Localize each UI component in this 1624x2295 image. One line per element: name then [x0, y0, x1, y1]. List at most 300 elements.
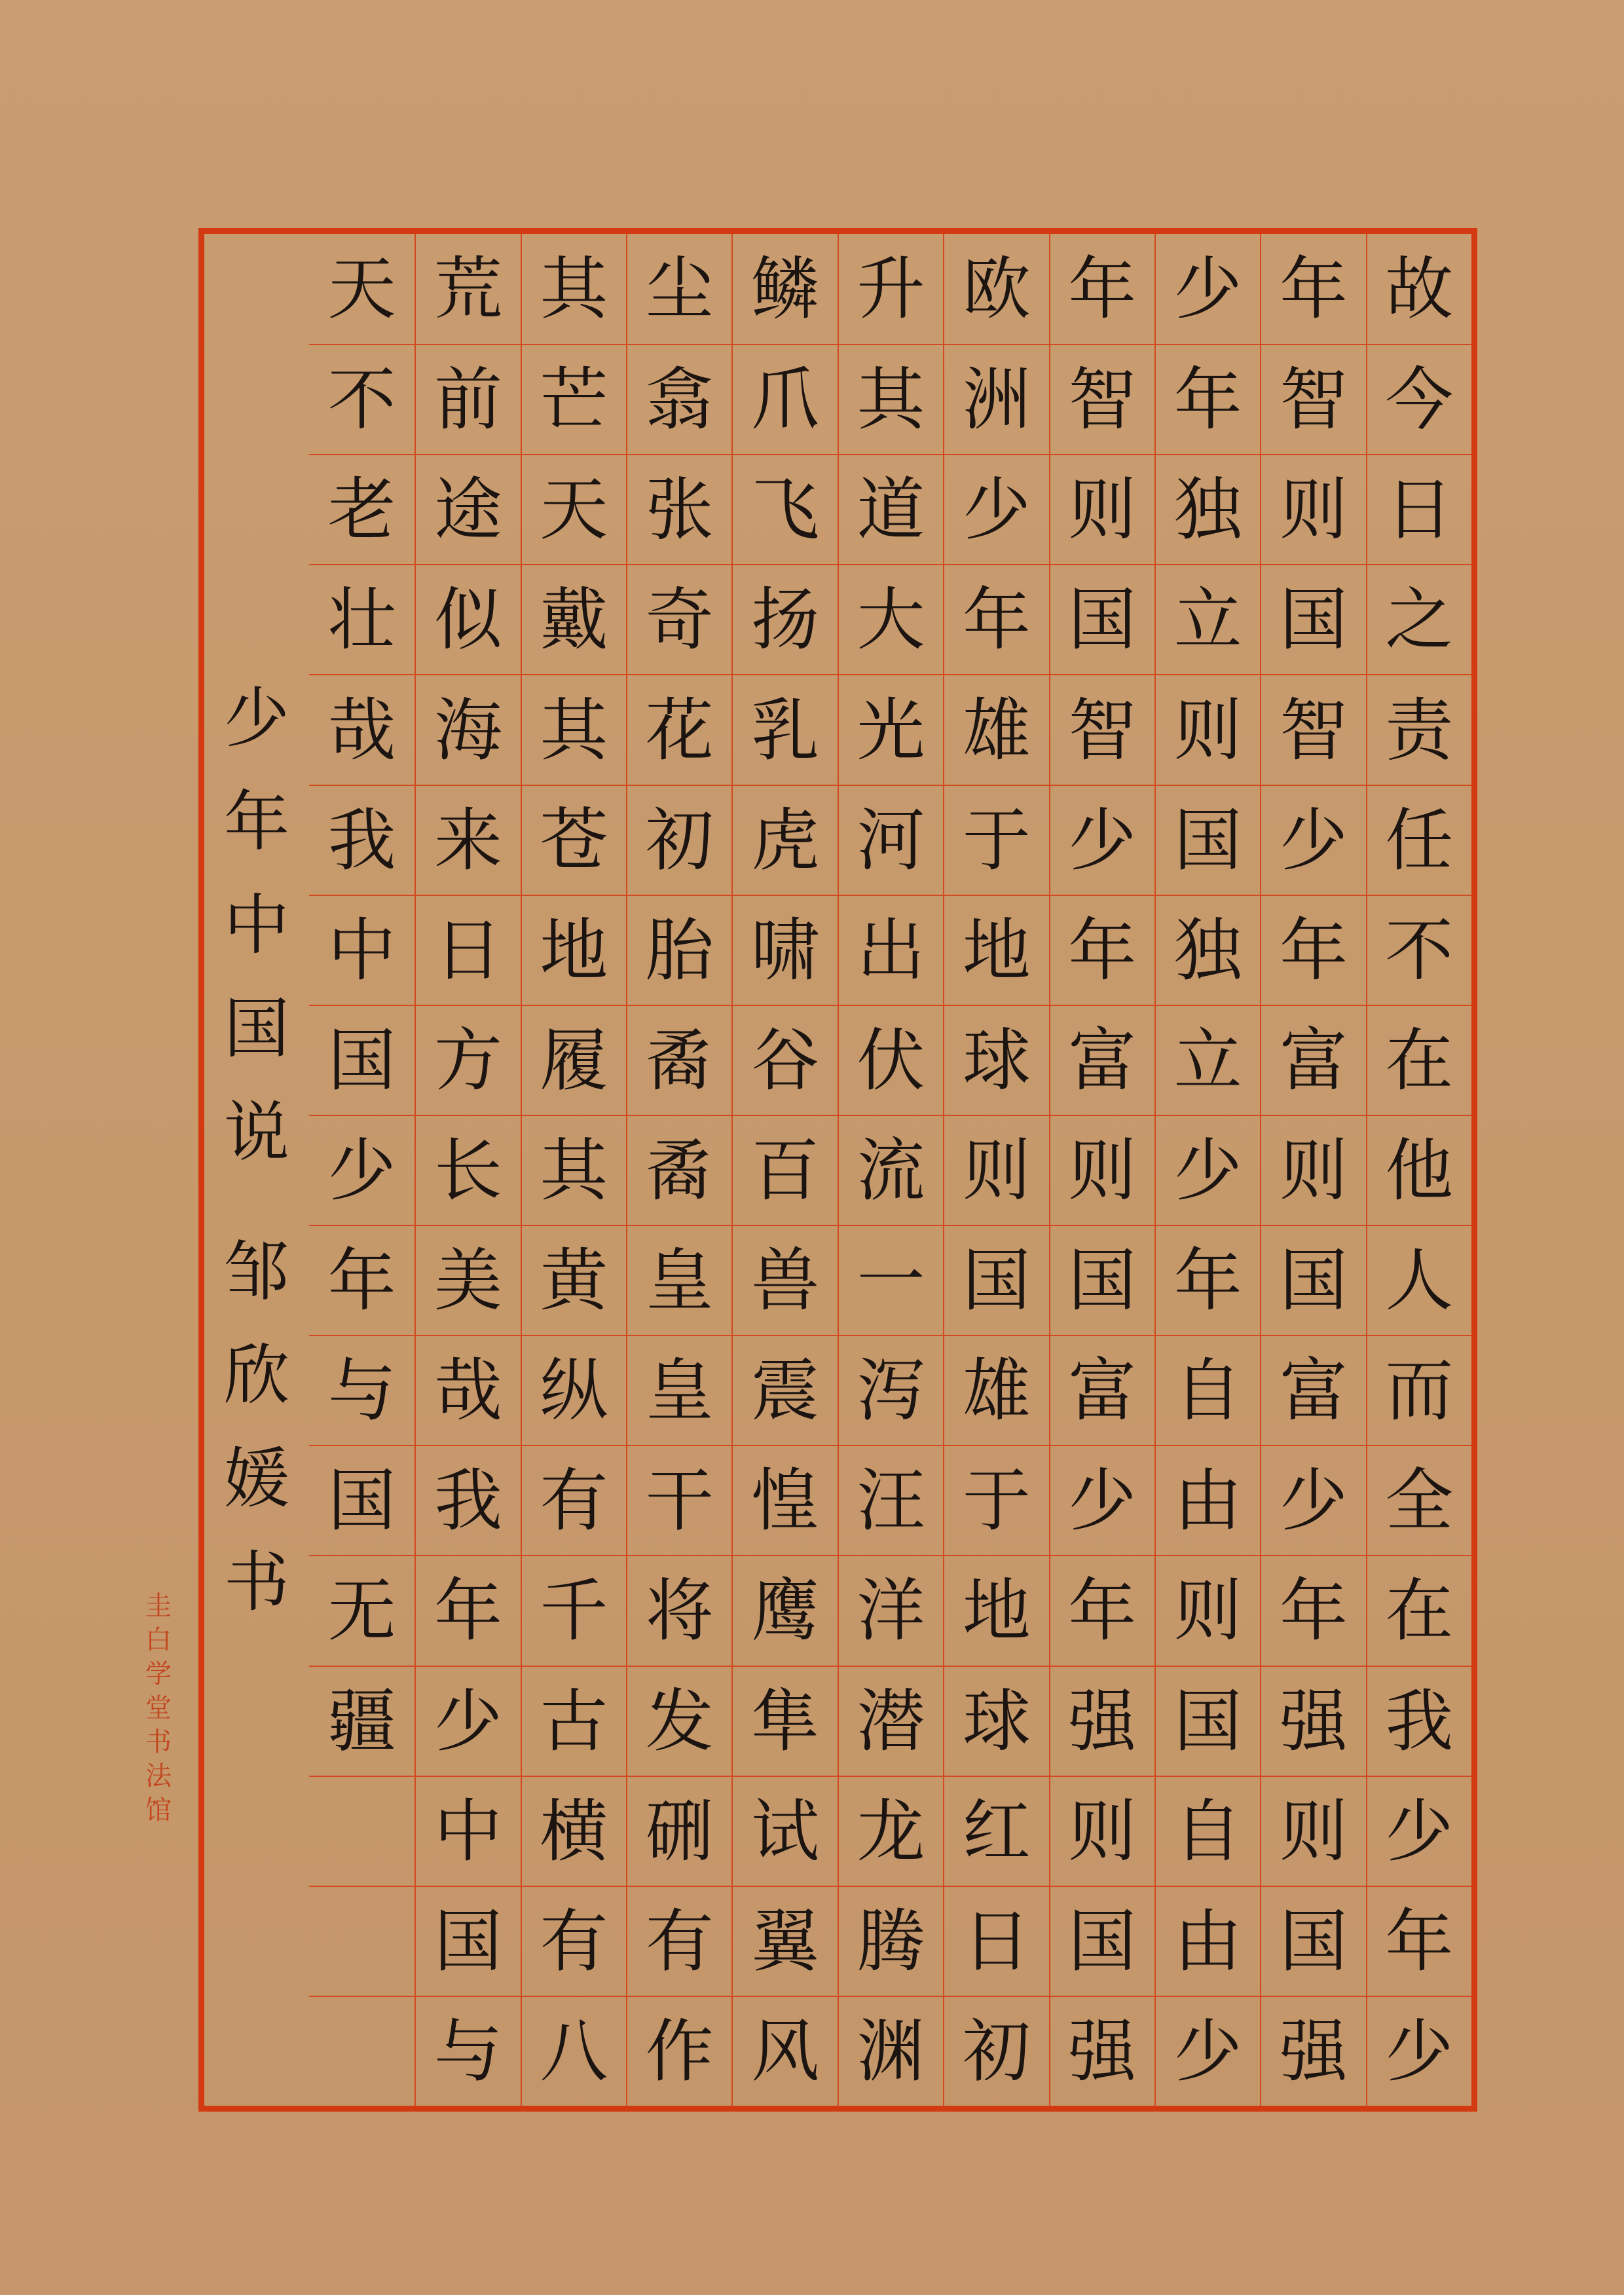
grid-cell	[944, 1776, 1048, 1886]
grid-cell	[1156, 674, 1260, 784]
signature-character: 国	[224, 990, 289, 1067]
character: 洲	[962, 360, 1031, 440]
character: 年	[1385, 1901, 1454, 1981]
grid-cell	[627, 1776, 731, 1886]
character: 责	[1385, 690, 1454, 770]
grid-cell	[416, 1115, 520, 1225]
grid-cell	[1050, 344, 1154, 454]
grid-cell	[416, 454, 520, 564]
grid-cell	[839, 674, 943, 784]
character: 伏	[857, 1020, 925, 1100]
seal-character: 白	[145, 1625, 172, 1655]
grid-cell	[1156, 1555, 1260, 1665]
character: 其	[540, 249, 608, 329]
character: 百	[751, 1130, 820, 1210]
grid-cell	[733, 895, 837, 1005]
grid-cell	[733, 1005, 837, 1115]
character: 地	[962, 910, 1031, 990]
character: 出	[857, 910, 925, 990]
character: 爪	[751, 360, 820, 440]
character: 日	[962, 1901, 1031, 1981]
character: 球	[962, 1020, 1031, 1100]
grid-cell	[1261, 234, 1365, 344]
grid-cell	[1367, 1666, 1471, 1776]
character: 奇	[645, 580, 714, 660]
grid-cell	[839, 1445, 943, 1555]
grid-cell	[944, 785, 1048, 895]
grid-cell	[944, 344, 1048, 454]
grid-cell	[733, 1225, 837, 1335]
text-column	[309, 234, 415, 2106]
character: 强	[1068, 1681, 1137, 1761]
character: 泻	[857, 1351, 925, 1431]
grid-cell	[1156, 1996, 1260, 2106]
grid-cell	[1261, 1445, 1365, 1555]
character: 少	[1173, 249, 1242, 329]
character: 我	[1385, 1681, 1454, 1761]
character: 则	[962, 1130, 1031, 1210]
grid-cell	[309, 344, 415, 454]
character: 与	[434, 2011, 503, 2091]
character: 则	[1068, 1791, 1137, 1871]
character: 皇	[645, 1241, 714, 1321]
grid-cell	[309, 564, 415, 674]
grid-cell	[1367, 895, 1471, 1005]
grid-cell	[416, 344, 520, 454]
grid-cell	[627, 1005, 731, 1115]
grid-cell	[1261, 1666, 1365, 1776]
grid-cell	[1156, 1335, 1260, 1445]
grid-cell	[1261, 1996, 1365, 2106]
grid-cell	[944, 895, 1048, 1005]
grid-cell	[1050, 1115, 1154, 1225]
grid-cell	[1367, 674, 1471, 784]
character: 鹰	[751, 1571, 820, 1651]
grid-cell	[627, 895, 731, 1005]
grid-cell	[309, 1445, 415, 1555]
seal-character: 圭	[145, 1591, 172, 1621]
grid-cell	[1156, 1666, 1260, 1776]
character: 履	[540, 1020, 608, 1100]
character: 似	[434, 580, 503, 660]
character: 于	[962, 1461, 1031, 1541]
grid-cell	[627, 674, 731, 784]
grid-cell	[309, 785, 415, 895]
grid-cell	[839, 454, 943, 564]
grid-cell	[1367, 1886, 1471, 1996]
grid-cell	[309, 1555, 415, 1665]
seal-character: 书	[145, 1727, 172, 1757]
character: 富	[1279, 1351, 1348, 1431]
signature-character: 欣	[224, 1337, 289, 1414]
character: 扬	[751, 580, 820, 660]
grid-cell	[944, 564, 1048, 674]
character: 在	[1385, 1020, 1454, 1100]
text-column	[521, 234, 626, 2106]
grid-cell	[1050, 454, 1154, 564]
character: 一	[857, 1241, 925, 1321]
character: 哉	[434, 1351, 503, 1431]
character: 皇	[645, 1351, 714, 1431]
character: 智	[1279, 690, 1348, 770]
character: 胎	[645, 910, 714, 990]
character: 大	[857, 580, 925, 660]
grid-cell	[839, 1115, 943, 1225]
grid-cell	[309, 1886, 415, 1996]
character: 少	[1173, 2011, 1242, 2091]
grid-cell	[1050, 1666, 1154, 1776]
character: 日	[434, 910, 503, 990]
character: 八	[540, 2011, 608, 2091]
grid-cell	[1156, 1886, 1260, 1996]
character: 硎	[645, 1791, 714, 1871]
grid-cell	[522, 1996, 626, 2106]
grid-cell	[1050, 674, 1154, 784]
character: 长	[434, 1130, 503, 1210]
character: 飞	[751, 470, 820, 550]
text-column	[731, 234, 837, 2106]
grid-cell	[309, 674, 415, 784]
signature-character: 中	[224, 887, 289, 963]
character: 国	[327, 1461, 396, 1541]
writing-grid	[309, 234, 1471, 2106]
character: 国	[962, 1241, 1031, 1321]
signature-character: 说	[224, 1094, 289, 1170]
character: 荒	[434, 249, 503, 329]
character: 升	[857, 249, 925, 329]
character: 国	[1279, 580, 1348, 660]
grid-cell	[627, 564, 731, 674]
grid-cell	[733, 1776, 837, 1886]
grid-cell	[839, 1335, 943, 1445]
grid-cell	[1261, 1115, 1365, 1225]
seal-character: 馆	[145, 1795, 172, 1825]
character: 无	[327, 1571, 396, 1651]
character: 有	[645, 1901, 714, 1981]
grid-cell	[839, 344, 943, 454]
character: 流	[857, 1130, 925, 1210]
character: 独	[1173, 910, 1242, 990]
character: 惶	[751, 1461, 820, 1541]
grid-cell	[733, 1115, 837, 1225]
character: 有	[540, 1461, 608, 1541]
grid-cell	[627, 234, 731, 344]
character: 干	[645, 1461, 714, 1541]
grid-cell	[309, 1996, 415, 2106]
grid-cell	[944, 1005, 1048, 1115]
text-column	[1049, 234, 1154, 2106]
grid-cell	[1261, 344, 1365, 454]
character: 虎	[751, 800, 820, 880]
character: 兽	[751, 1241, 820, 1321]
grid-cell	[944, 1445, 1048, 1555]
grid-cell	[1367, 564, 1471, 674]
grid-cell	[1156, 1005, 1260, 1115]
character: 道	[857, 470, 925, 550]
grid-cell	[1261, 1335, 1365, 1445]
grid-cell	[1261, 564, 1365, 674]
character: 国	[434, 1901, 503, 1981]
character: 有	[540, 1901, 608, 1981]
grid-cell	[522, 1776, 626, 1886]
grid-cell	[522, 1666, 626, 1776]
character: 之	[1385, 580, 1454, 660]
character: 中	[434, 1791, 503, 1871]
character: 国	[1068, 1241, 1137, 1321]
grid-cell	[839, 1776, 943, 1886]
character: 矞	[645, 1020, 714, 1100]
grid-cell	[416, 1776, 520, 1886]
grid-cell	[522, 1886, 626, 1996]
character: 而	[1385, 1351, 1454, 1431]
grid-cell	[733, 1335, 837, 1445]
grid-cell	[944, 454, 1048, 564]
character: 不	[1385, 910, 1454, 990]
grid-cell	[522, 1115, 626, 1225]
character: 欧	[962, 249, 1031, 329]
grid-cell	[839, 895, 943, 1005]
character: 强	[1279, 1681, 1348, 1761]
grid-cell	[1050, 1005, 1154, 1115]
grid-cell	[522, 1555, 626, 1665]
grid-cell	[1050, 1445, 1154, 1555]
grid-cell	[522, 785, 626, 895]
grid-cell	[944, 1996, 1048, 2106]
grid-cell	[733, 1555, 837, 1665]
grid-cell	[627, 1225, 731, 1335]
character: 智	[1068, 690, 1137, 770]
character: 年	[1279, 1571, 1348, 1651]
grid-cell	[1050, 1555, 1154, 1665]
character: 故	[1385, 249, 1454, 329]
text-column	[1154, 234, 1260, 2106]
grid-cell	[416, 564, 520, 674]
character: 啸	[751, 910, 820, 990]
character: 全	[1385, 1461, 1454, 1541]
grid-cell	[733, 454, 837, 564]
grid-cell	[1156, 234, 1260, 344]
character: 年	[1068, 910, 1137, 990]
seal-character: 法	[145, 1761, 172, 1791]
character: 国	[1279, 1241, 1348, 1321]
grid-cell	[1156, 895, 1260, 1005]
grid-cell	[1367, 1555, 1471, 1665]
grid-cell	[733, 234, 837, 344]
character: 国	[1068, 1901, 1137, 1981]
grid-cell	[522, 1335, 626, 1445]
grid-cell	[627, 1335, 731, 1445]
grid-cell	[1156, 1776, 1260, 1886]
text-column	[1260, 234, 1365, 2106]
grid-cell	[522, 1445, 626, 1555]
grid-cell	[416, 1335, 520, 1445]
character: 日	[1385, 470, 1454, 550]
signature-panel	[204, 234, 309, 2106]
character: 年	[962, 580, 1031, 660]
signature-character: 书	[224, 1544, 289, 1621]
character: 疆	[327, 1681, 396, 1761]
grid-cell	[839, 785, 943, 895]
character: 年	[1068, 1571, 1137, 1651]
character: 腾	[857, 1901, 925, 1981]
character: 翼	[751, 1901, 820, 1981]
grid-cell	[839, 1225, 943, 1335]
grid-cell	[839, 1005, 943, 1115]
character: 鳞	[751, 249, 820, 329]
grid-cell	[1261, 1776, 1365, 1886]
grid-cell	[733, 1445, 837, 1555]
character: 少	[327, 1130, 396, 1210]
character: 国	[1279, 1901, 1348, 1981]
text-column	[626, 234, 731, 2106]
signature-character: 媛	[224, 1440, 289, 1518]
character: 少	[962, 470, 1031, 550]
grid-cell	[627, 1886, 731, 1996]
grid-cell	[627, 1445, 731, 1555]
character: 年	[1173, 360, 1242, 440]
character: 汪	[857, 1461, 925, 1541]
grid-cell	[309, 454, 415, 564]
character: 发	[645, 1681, 714, 1761]
grid-cell	[944, 234, 1048, 344]
character: 雄	[962, 690, 1031, 770]
character: 国	[1173, 800, 1242, 880]
grid-cell	[1367, 1335, 1471, 1445]
grid-cell	[1367, 234, 1471, 344]
character: 苍	[540, 800, 608, 880]
character: 年	[434, 1571, 503, 1651]
grid-cell	[1050, 785, 1154, 895]
character: 中	[327, 910, 396, 990]
grid-cell	[416, 785, 520, 895]
character: 富	[1279, 1020, 1348, 1100]
grid-cell	[522, 344, 626, 454]
grid-cell	[522, 234, 626, 344]
grid-cell	[416, 234, 520, 344]
character: 智	[1279, 360, 1348, 440]
grid-cell	[1261, 895, 1365, 1005]
grid-cell	[522, 1005, 626, 1115]
grid-cell	[1156, 785, 1260, 895]
character: 芒	[540, 360, 608, 440]
grid-cell	[1261, 785, 1365, 895]
character: 花	[645, 690, 714, 770]
character: 国	[1173, 1681, 1242, 1761]
character: 与	[327, 1351, 396, 1431]
grid-cell	[1367, 454, 1471, 564]
character: 我	[327, 800, 396, 880]
character: 天	[540, 470, 608, 550]
grid-cell	[733, 674, 837, 784]
grid-cell	[627, 785, 731, 895]
grid-cell	[1367, 344, 1471, 454]
seal-character: 学	[145, 1659, 172, 1689]
grid-cell	[944, 1886, 1048, 1996]
grid-cell	[733, 785, 837, 895]
character: 则	[1279, 1130, 1348, 1210]
grid-cell	[627, 454, 731, 564]
grid-cell	[309, 1115, 415, 1225]
character: 自	[1173, 1351, 1242, 1431]
character: 古	[540, 1681, 608, 1761]
character: 地	[540, 910, 608, 990]
character: 横	[540, 1791, 608, 1871]
grid-cell	[1050, 1335, 1154, 1445]
character: 则	[1173, 1571, 1242, 1651]
character: 智	[1068, 360, 1137, 440]
grid-cell	[944, 1225, 1048, 1335]
character: 雄	[962, 1351, 1031, 1431]
character: 则	[1279, 1791, 1348, 1871]
grid-cell	[944, 1335, 1048, 1445]
character: 则	[1068, 470, 1137, 550]
grid-cell	[1367, 1225, 1471, 1335]
character: 立	[1173, 580, 1242, 660]
character: 纵	[540, 1351, 608, 1431]
character: 前	[434, 360, 503, 440]
signature-character: 年	[224, 783, 289, 860]
character: 哉	[327, 690, 396, 770]
grid-cell	[309, 1005, 415, 1115]
text-column	[1366, 234, 1471, 2106]
character: 我	[434, 1461, 503, 1541]
grid-cell	[1156, 454, 1260, 564]
character: 试	[751, 1791, 820, 1871]
grid-cell	[522, 895, 626, 1005]
grid-cell	[309, 1225, 415, 1335]
character: 少	[1068, 1461, 1137, 1541]
character: 年	[1173, 1241, 1242, 1321]
character: 初	[645, 800, 714, 880]
grid-cell	[1050, 1886, 1154, 1996]
grid-cell	[309, 895, 415, 1005]
character: 国	[1068, 580, 1137, 660]
character: 其	[540, 690, 608, 770]
character: 隼	[751, 1681, 820, 1761]
grid-cell	[522, 1225, 626, 1335]
grid-cell	[733, 1886, 837, 1996]
character: 矞	[645, 1130, 714, 1210]
character: 震	[751, 1351, 820, 1431]
character: 国	[327, 1020, 396, 1100]
character: 少	[1385, 1791, 1454, 1871]
grid-cell	[944, 1115, 1048, 1225]
grid-cell	[839, 1666, 943, 1776]
grid-cell	[1156, 1225, 1260, 1335]
grid-cell	[416, 1445, 520, 1555]
character: 由	[1173, 1461, 1242, 1541]
grid-cell	[944, 1555, 1048, 1665]
character: 不	[327, 360, 396, 440]
character: 年	[1068, 249, 1137, 329]
seal-character: 堂	[145, 1693, 172, 1723]
character: 其	[540, 1130, 608, 1210]
character: 则	[1068, 1130, 1137, 1210]
character: 尘	[645, 249, 714, 329]
character: 乳	[751, 690, 820, 770]
character: 壮	[327, 580, 396, 660]
character: 任	[1385, 800, 1454, 880]
character: 自	[1173, 1791, 1242, 1871]
character: 途	[434, 470, 503, 550]
character: 老	[327, 470, 396, 550]
text-column	[415, 234, 520, 2106]
character: 富	[1068, 1020, 1137, 1100]
character: 天	[327, 249, 396, 329]
character: 独	[1173, 470, 1242, 550]
character: 红	[962, 1791, 1031, 1871]
grid-cell	[839, 1886, 943, 1996]
